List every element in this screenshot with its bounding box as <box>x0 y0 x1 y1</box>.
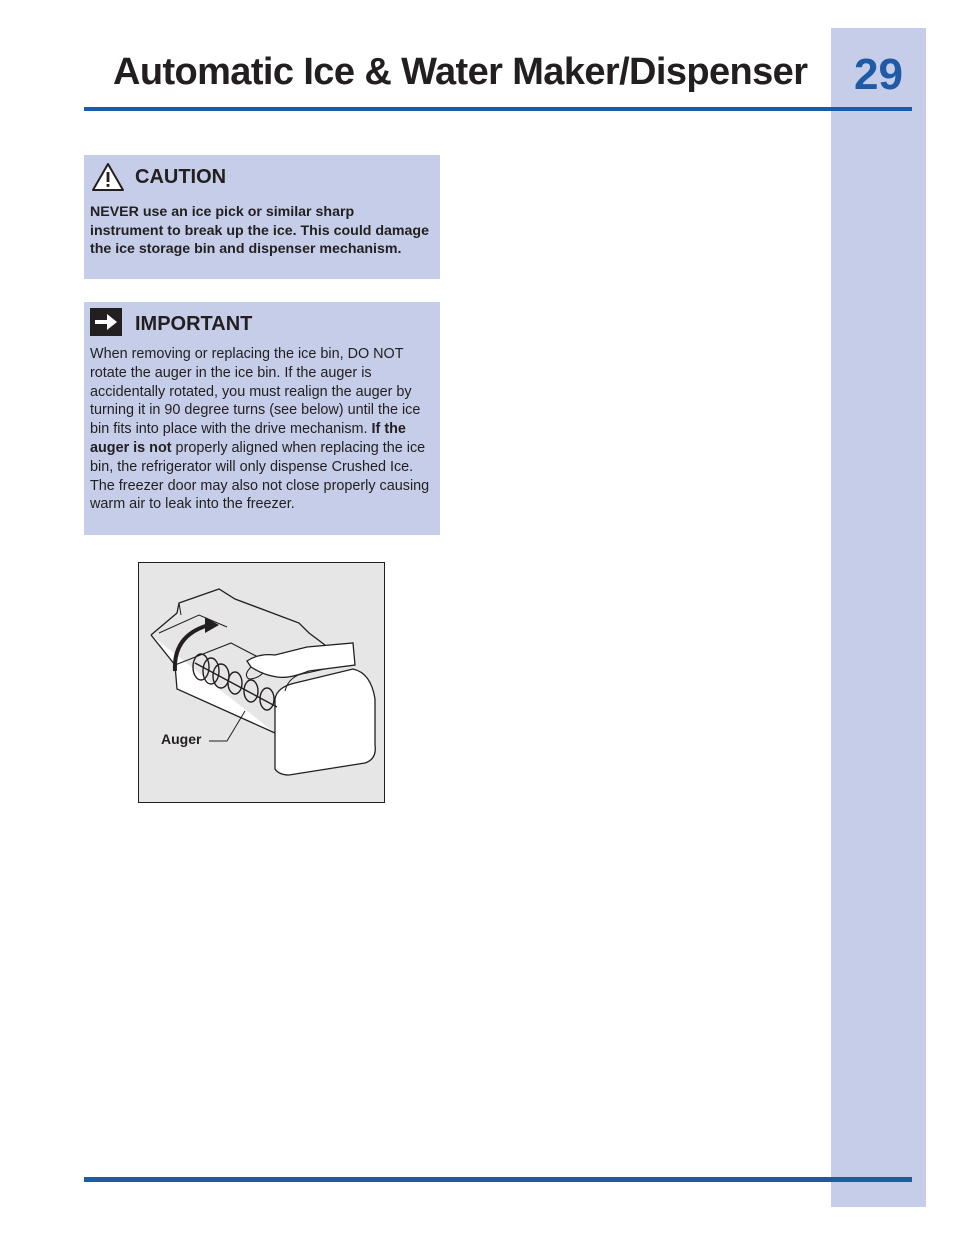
footer-rule <box>84 1177 912 1182</box>
important-bold-phrase: If the auger is not <box>90 421 406 456</box>
caution-heading: CAUTION <box>135 166 227 188</box>
auger-illustration <box>138 562 385 803</box>
arrow-right-icon <box>90 308 122 341</box>
important-heading: IMPORTANT <box>135 313 253 335</box>
caution-text: NEVER use an ice pick or similar sharp instrument to break up the ice. This could damage the ice storage bin and dispenser mechanism. <box>90 204 429 258</box>
warning-triangle-icon <box>90 161 126 198</box>
page-title: Automatic Ice & Water Maker/Dispenser <box>113 51 808 93</box>
important-text: When removing or replacing the ice bin, DO NOT rotate the auger in the ice bin. If the auger is accidentally rotated, you must realign the auger by turning it in 90 degree turns (see below) until the ice bin fits into place with the drive mechanism. If the auger is not properly aligned when replacing the ice bin, the refrigerator will only dispense Crushed Ice. The freezer door may also not close properly causing warm air to leak into the freezer. <box>90 346 430 513</box>
caution-box <box>84 155 440 279</box>
header-rule <box>84 107 912 111</box>
side-band <box>831 28 926 1207</box>
important-box <box>84 302 440 535</box>
page-number: 29 <box>854 50 903 99</box>
auger-callout-label: Auger <box>161 731 202 747</box>
